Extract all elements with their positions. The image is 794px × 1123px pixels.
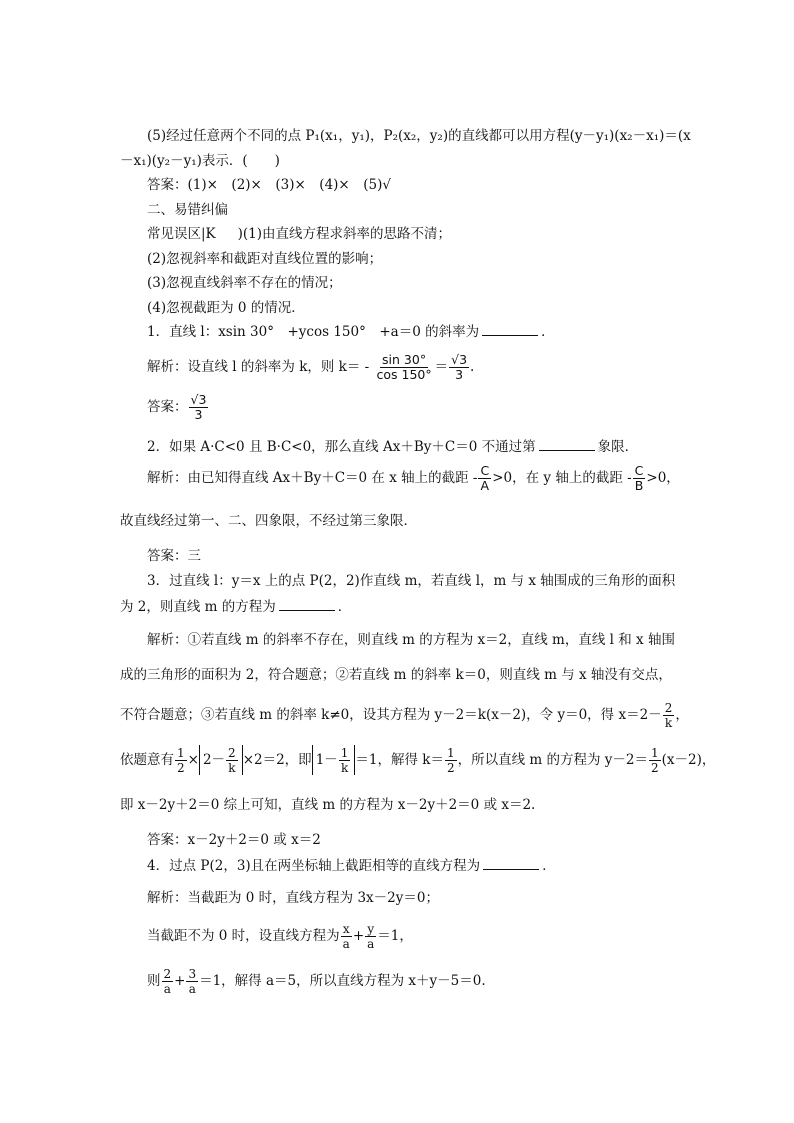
- q4-x-numerator: x: [342, 922, 350, 936]
- q1-denominator: cos 150°: [376, 367, 432, 382]
- q3-answer: 答案：x－2y＋2＝0 或 x＝2: [147, 832, 321, 848]
- q3-stem-end: ．: [337, 599, 352, 615]
- q4-x-denominator: a: [342, 937, 350, 951]
- q1-result: [449, 353, 469, 382]
- q3-s4-text-f: (x－2)，: [661, 752, 716, 768]
- q2-answer: 答案：三: [147, 548, 201, 564]
- q3-stem-text: 为 2，则直线 m 的方程为: [120, 599, 276, 615]
- q4-solution-line-1: 解析：当截距为 0 时，直线方程为 3x－2y＝0；: [147, 890, 439, 906]
- q3-stem-line-2: [120, 597, 351, 617]
- q4-y-numerator: y: [367, 922, 375, 936]
- q3-s4-text-c: ×2＝2，即: [242, 752, 312, 768]
- item-5-line-1: (5)经过任意两个不同的点 P₁(x₁，y₁)，P₂(x₂，y₂)的直线都可以用方程(y－y₁)(x₂－x₁)＝(x: [147, 128, 691, 144]
- q3-abs-2: [312, 745, 356, 775]
- q2-f2-denominator: B: [634, 478, 644, 493]
- section-heading: 二、易错纠偏: [147, 202, 228, 218]
- q3-s4-text-a: 依题意有: [120, 752, 174, 768]
- q3-s3-text: 不符合题意；③若直线 m 的斜率 k≠0，设其方程为 y－2＝k(x－2)，令 y＝0，得 x＝2－: [120, 707, 662, 723]
- q1-answer: [147, 392, 209, 422]
- q2-fraction-2: [633, 464, 646, 493]
- q3-solution-line-4: [120, 745, 715, 775]
- q4-two-over-a: [162, 967, 174, 996]
- q3-k-denominator: 2: [446, 761, 455, 775]
- error-lead: 常见误区|K: [147, 226, 216, 242]
- q4-u-denominator: a: [188, 982, 196, 996]
- q4-u-numerator: 3: [188, 967, 197, 981]
- q3-half-denominator: 2: [177, 761, 185, 775]
- q1-answer-fraction: [189, 393, 209, 422]
- q1-stem-end: ．: [541, 324, 555, 340]
- q3-solution-line-5: 即 x－2y＋2＝0 综上可知，直线 m 的方程为 x－2y＋2＝0 或 x＝2.: [120, 797, 536, 813]
- q2-solution-line-2: 故直线经过第一、二、四象限，不经过第三象限．: [120, 513, 417, 529]
- error-1-text: )(1)由直线方程求斜率的思路不清；: [237, 226, 452, 242]
- q3-s3-numerator: 2: [664, 701, 673, 715]
- q3-times: ×: [187, 752, 199, 768]
- item-5-line-2: －x₁)(y₂－y₁)表示．( ): [120, 153, 280, 169]
- q4-solution-line-2: [147, 921, 413, 951]
- q4-y-denominator: a: [367, 937, 375, 951]
- q3-abs1-text: 2－: [202, 752, 226, 768]
- q2-stem-end: 象限．: [597, 439, 639, 455]
- q3-answer-blank: [279, 598, 335, 611]
- q4-s2-text: 当截距不为 0 时，设直线方程为: [147, 928, 340, 944]
- q4-stem-text: 4．过点 P(2，3)且在两坐标轴上截距相等的直线方程为: [147, 858, 481, 874]
- q3-m-denominator: 2: [651, 761, 659, 775]
- q3-half-numerator: 1: [177, 746, 185, 760]
- q2-solution-end: >0，: [646, 470, 680, 486]
- q1-result-numerator: √3: [451, 352, 468, 367]
- q3-abs2-text: 1－: [315, 752, 338, 768]
- q4-s3-end: ＝1，解得 a＝5，所以直线方程为 x＋y－5＝0.: [199, 973, 486, 989]
- q3-solution-line-3: [120, 700, 689, 730]
- q1-solution: [147, 352, 474, 382]
- q3-abs2-denominator: k: [340, 760, 349, 775]
- q4-s3-text: 则: [147, 973, 161, 989]
- q2-fraction-1: [478, 464, 491, 493]
- q2-solution-text: 解析：由已知得直线 Ax＋By＋C＝0 在 x 轴上的截距 -: [147, 470, 478, 486]
- q3-s3-fraction: [663, 701, 675, 730]
- q3-abs-1: [199, 745, 243, 775]
- q3-k-fraction: [445, 746, 457, 775]
- q1-equals: ＝: [434, 359, 449, 375]
- q2-f1-numerator: C: [480, 463, 490, 478]
- true-false-answers: 答案：(1)× (2)× (3)× (4)× (5)√: [147, 177, 391, 193]
- q3-abs1-numerator: 2: [228, 745, 236, 760]
- q4-stem-end: ．: [542, 858, 556, 874]
- q3-m-fraction: [649, 746, 661, 775]
- q2-f1-denominator: A: [480, 478, 490, 493]
- q3-abs2-fraction: [339, 746, 351, 775]
- q1-solution-text: 解析：设直线 l 的斜率为 k，则 k＝ -: [147, 359, 370, 375]
- q1-numerator: sin 30°: [382, 352, 427, 367]
- q3-s3-end: ，: [675, 707, 689, 723]
- q1-answer-numerator: √3: [190, 392, 207, 407]
- q2-f2-numerator: C: [634, 463, 644, 478]
- q1-answer-label: 答案：: [147, 399, 188, 415]
- q4-y-fraction: [365, 922, 376, 951]
- q4-s2-end: ＝1，: [377, 928, 413, 944]
- q1-stem-text: 1．直线 l：xsin 30° +ycos 150° +a＝0 的斜率为: [147, 324, 480, 340]
- q4-three-over-a: [186, 967, 198, 996]
- q3-s4-text-e: ，所以直线 m 的方程为 y－2＝: [457, 752, 649, 768]
- q1-fraction: [375, 353, 434, 382]
- q3-s3-denominator: k: [664, 716, 673, 730]
- q4-solution-line-3: [147, 966, 486, 996]
- q2-stem-text: 2．如果 A·C<0 且 B·C<0，那么直线 Ax＋By＋C＝0 不通过第: [147, 439, 536, 455]
- q4-t-numerator: 2: [163, 967, 172, 981]
- error-item-3: (3)忽视直线斜率不存在的情况；: [147, 275, 342, 291]
- q1-stem: [147, 322, 555, 342]
- q1-answer-denominator: 3: [194, 407, 203, 422]
- q4-stem: [147, 856, 556, 876]
- q1-answer-blank: [482, 323, 538, 336]
- error-item-2: (2)忽视斜率和截距对直线位置的影响；: [147, 251, 383, 267]
- q3-abs1-fraction: [226, 746, 238, 775]
- q2-answer-blank: [539, 438, 595, 451]
- q4-plus-2: +: [174, 973, 186, 989]
- error-item-4: (4)忽视截距为 0 的情况．: [147, 300, 305, 316]
- q4-plus: +: [352, 928, 365, 944]
- q1-result-denominator: 3: [455, 367, 464, 382]
- q2-stem: [147, 437, 638, 457]
- q3-stem-line-1: 3．过直线 l：y＝x 上的点 P(2，2)作直线 m，若直线 l，m 与 x 轴围成的三角形的面积: [147, 573, 676, 589]
- q3-abs1-denominator: k: [228, 760, 236, 775]
- q3-s4-text-d: ＝1，解得 k＝: [355, 752, 444, 768]
- q3-m-numerator: 1: [651, 746, 659, 760]
- error-item-1: [147, 224, 451, 244]
- q4-answer-blank: [483, 857, 539, 870]
- q3-solution-line-2: 成的三角形的面积为 2，符合题意；②若直线 m 的斜率 k＝0，则直线 m 与 x 轴没有交点，: [120, 667, 672, 683]
- q4-x-fraction: [341, 922, 352, 951]
- q4-t-denominator: a: [163, 982, 171, 996]
- q3-half: [175, 746, 187, 775]
- q3-abs2-numerator: 1: [340, 745, 349, 760]
- q3-k-numerator: 1: [446, 746, 455, 760]
- q2-solution: [147, 463, 680, 493]
- q3-solution-line-1: 解析：①若直线 m 的斜率不存在，则直线 m 的方程为 x＝2，直线 m，直线 l 和 x 轴围: [147, 632, 675, 648]
- q1-solution-end: .: [470, 359, 475, 375]
- q2-solution-middle: >0，在 y 轴上的截距 -: [492, 470, 632, 486]
